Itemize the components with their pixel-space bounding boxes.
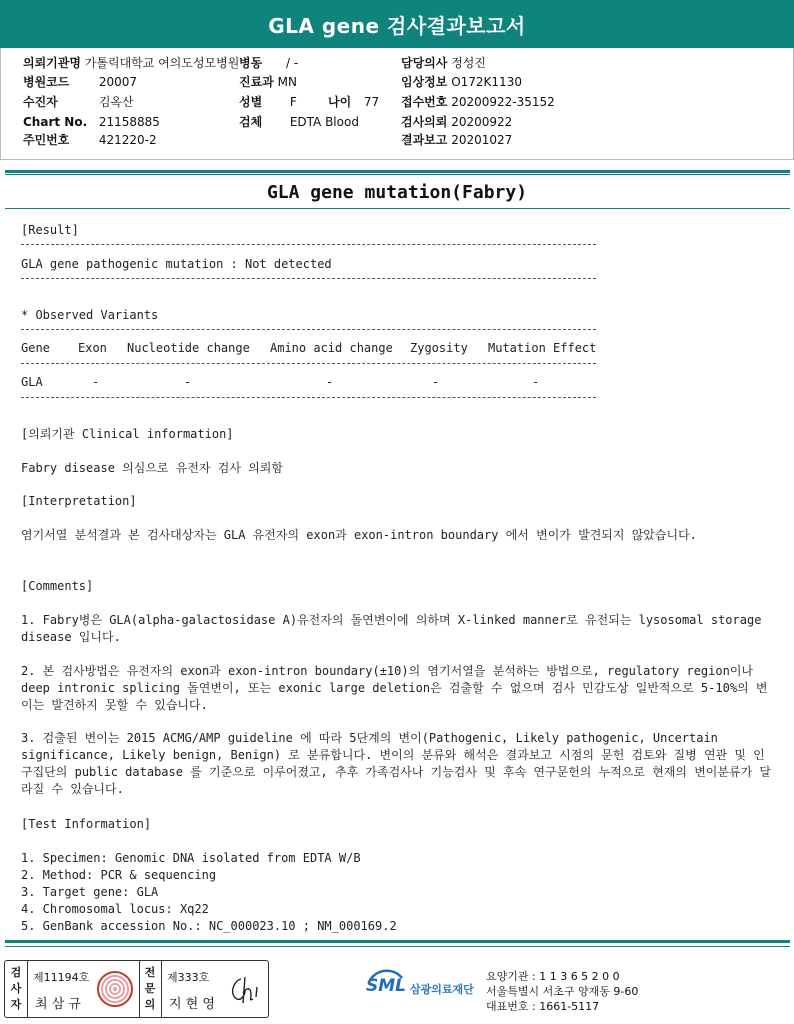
ward-field: 병동 / -	[239, 56, 299, 70]
interpretation-heading: [Interpretation]	[21, 494, 137, 508]
section-title: GLA gene mutation(Fabry)	[266, 181, 528, 203]
section-divider-top-thin	[5, 174, 790, 175]
interpretation-text: 염기서열 분석결과 본 검사대상자는 GLA 유전자의 exon과 exon-intron boundary 에서 변이가 발견되지 않았습니다.	[21, 528, 697, 542]
cell-gene: GLA	[21, 375, 43, 389]
examiner-label: 검사자	[10, 966, 22, 1011]
comments-heading: [Comments]	[21, 579, 94, 593]
footer	[0, 958, 794, 1024]
section-divider-top	[5, 170, 790, 173]
cell-amino-acid: -	[326, 375, 334, 389]
phone: 대표번호 : 1661-5117	[486, 1000, 600, 1013]
chart-no-field: Chart No. 21158885	[23, 115, 160, 129]
report-title: GLA gene 검사결과보고서	[268, 13, 526, 38]
specialist-name: 지 현 영	[169, 997, 215, 1012]
dept-field: 진료과 MN	[239, 75, 297, 89]
clinical-heading: [의뢰기관 Clinical information]	[21, 427, 234, 441]
test-info-item: 1. Specimen: Genomic DNA isolated from EDTA W/B	[21, 851, 361, 865]
footer-divider-thin	[5, 946, 790, 947]
doctor-field: 담당의사 정성진	[401, 56, 486, 70]
test-info-heading: [Test Information]	[21, 817, 152, 831]
result-summary: GLA gene pathogenic mutation : Not detected	[21, 257, 332, 271]
result-heading: [Result]	[21, 223, 79, 237]
col-gene: Gene	[21, 341, 50, 355]
specialist-license: 제333호	[167, 971, 210, 984]
cell-mutation-effect: -	[532, 375, 540, 389]
dash-line	[21, 363, 596, 364]
signature-box	[4, 960, 269, 1018]
comment-3: 3. 검출된 변이는 2015 ACMG/AMP guideline 에 따라 5단계의 변이(Pathogenic, Likely pathogenic, Uncertain significance, Likely benign, Benign) 로 분류합니다. 변이의 분류와 해석은 결과보고 시점의 문헌 검토와 질병 연관 및 인구집단의 public database 를 기준으로 이루어졌고, 추후 가족검사나 기능검사 및 후속 연구문헌의 누적으로 현재의 변이분류가 달라질 수 있습니다.	[21, 731, 771, 796]
footer-divider	[5, 940, 790, 943]
dash-line	[21, 278, 596, 279]
examiner-license: 제11194호	[33, 971, 90, 984]
observed-variants-heading: * Observed Variants	[21, 308, 159, 322]
receipt-no-field: 접수번호 20200922-35152	[401, 95, 555, 109]
cell-nucleotide: -	[184, 375, 192, 389]
specialist-label: 전문의	[144, 966, 156, 1011]
hospital-code-field: 병원코드 20007	[23, 75, 138, 89]
patient-field: 수진자 김옥산	[23, 95, 134, 109]
report-title-bar	[0, 0, 794, 48]
test-info-item: 3. Target gene: GLA	[21, 885, 159, 899]
dash-line	[21, 244, 596, 245]
clinical-text: Fabry disease 의심으로 유전자 검사 의뢰함	[21, 461, 283, 475]
clinical-info-field: 임상정보 O172K1130	[401, 75, 522, 89]
care-code: 요양기관 : 1 1 3 6 5 2 0 0	[486, 970, 620, 983]
specimen-field: 검체 EDTA Blood	[239, 115, 359, 129]
cell-zygosity: -	[432, 375, 440, 389]
col-nucleotide: Nucleotide change	[127, 341, 250, 355]
comment-2: 2. 본 검사방법은 유전자의 exon과 exon-intron boundary(±10)의 염기서열을 분석하는 방법으로, regulatory region이나 deep intronic splicing 돌연변이, 또는 exonic large deletion은 검출할 수 없으며 검사 민감도상 일반적으로 5-10%의 변이는 발견하지 못할 수 있습니다.	[21, 664, 768, 712]
col-amino-acid: Amino acid change	[270, 341, 393, 355]
age-field: 나이 77	[328, 95, 380, 109]
test-request-field: 검사의뢰 20200922	[401, 115, 513, 129]
dash-line	[21, 397, 596, 398]
sml-logo: SML 삼광의료재단	[366, 966, 476, 1006]
dash-line	[21, 329, 596, 330]
section-title-underline	[5, 208, 790, 209]
test-info-item: 5. GenBank accession No.: NC_000023.10 ; NM_000169.2	[21, 919, 397, 933]
header-info	[0, 48, 794, 160]
resident-no-field: 주민번호 421220-2	[23, 133, 157, 147]
test-info-item: 4. Chromosomal locus: Xq22	[21, 902, 209, 916]
col-exon: Exon	[78, 341, 107, 355]
examiner-seal-icon	[97, 971, 133, 1007]
col-zygosity: Zygosity	[410, 341, 468, 355]
sex-field: 성별 F	[239, 95, 297, 109]
address: 서울특별시 서초구 양재동 9-60	[486, 985, 639, 998]
test-info-item: 2. Method: PCR & sequencing	[21, 868, 217, 882]
signature-icon	[227, 973, 267, 1007]
col-mutation-effect: Mutation Effect	[488, 341, 597, 355]
comment-1: 1. Fabry병은 GLA(alpha-galactosidase A)유전자의 돌연변이에 의하며 X-linked manner로 유전되는 lysosomal storage disease 입니다.	[21, 613, 762, 644]
cell-exon: -	[92, 375, 100, 389]
referring-org-field: 의뢰기관명 가톨릭대학교 여의도성모병원	[23, 56, 240, 70]
result-report-field: 결과보고 20201027	[401, 133, 513, 147]
examiner-name: 최 삼 규	[35, 997, 81, 1012]
